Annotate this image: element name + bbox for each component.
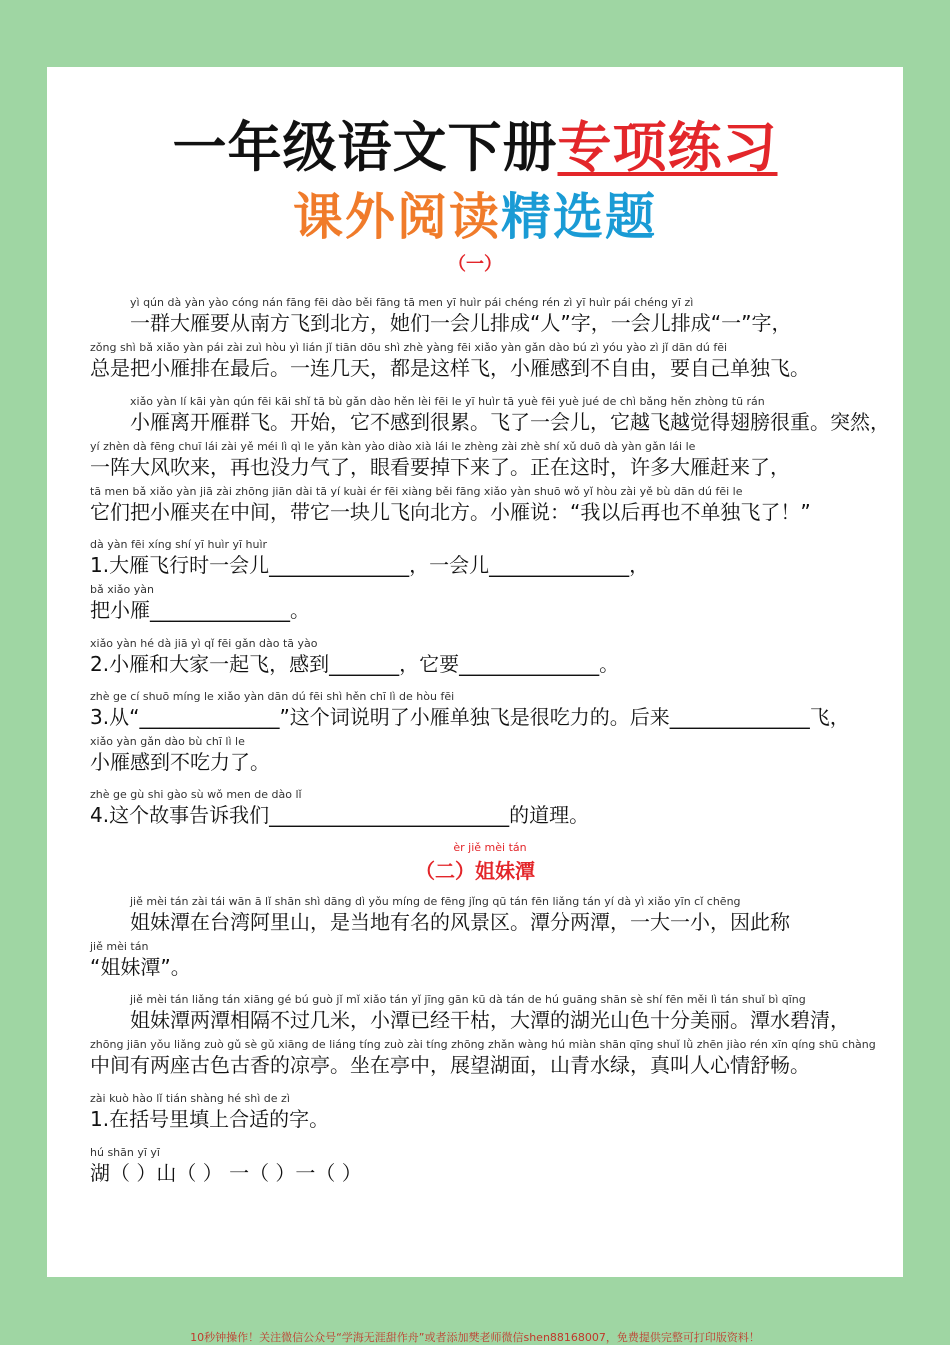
- page-title: [0, 105, 950, 182]
- passage1-line-2: zǒng shì bǎ xiǎo yàn pái zài zuì hòu yì lián jǐ tiān dōu shì zhè yàng fēi xiǎo yàn gǎn dào bú zì yóu yào zì jǐ dān dú fēi 总是把小雁排在最后。一连几天，都是这样飞，小雁感到不自由，要自己单独飞。: [90, 341, 810, 380]
- page-subtitle: [0, 177, 950, 249]
- title-main: 一年级语文下册: [172, 116, 558, 179]
- question-3-cont: xiǎo yàn gǎn dào bù chī lì le 小雁感到不吃力了。: [90, 735, 270, 774]
- question-2: xiǎo yàn hé dà jiā yì qǐ fēi gǎn dào tā yào 2.小雁和大家一起飞，感到_______，它要______________。: [90, 637, 620, 676]
- passage2-line-4: zhōng jiān yǒu liǎng zuò gǔ sè gǔ xiāng de liáng tíng zuò zài tíng zhōng zhǎn wàng hú miàn shān qīng shuǐ lǜ zhēn jiào rén xīn qíng shū chàng 中间有两座古色古香的凉亭。坐在亭中，展望湖面，山青水绿，真叫人心情舒畅。: [90, 1038, 876, 1077]
- passage2-line-2: jiě mèi tán “姐妹潭”。: [90, 940, 191, 979]
- passage1-line-3: xiǎo yàn lí kāi yàn qún fēi kāi shǐ tā bù gǎn dào hěn lèi fēi le yī huìr tā yuè fēi yuè jué de chì bǎng hěn zhòng tū rán 小雁离开雁群飞。开始，它不感到很累。飞了一会儿，它越飞越觉得翅膀很重。突然，: [130, 395, 890, 434]
- subtitle-orange: 课外阅读: [293, 188, 501, 246]
- section-1-label: （一）: [448, 254, 502, 275]
- question-1-cont: bǎ xiǎo yàn 把小雁______________。: [90, 583, 310, 622]
- question-3: zhè ge cí shuō míng le xiǎo yàn dān dú fēi shì hěn chī lì de hòu fēi 3.从“______________”这个词说明了小雁单独飞是很吃力的。后来______________飞，: [90, 690, 850, 729]
- passage1-line-1: yì qún dà yàn yào cóng nán fāng fēi dào běi fāng tā men yī huìr pái chéng rén zì yī huìr pái chéng yī zì 一群大雁要从南方飞到北方，她们一会儿排成“人”字，一会儿排成“一”字，: [130, 296, 792, 335]
- title-highlight: 专项练习: [557, 116, 778, 179]
- passage2-line-3: jiě mèi tán liǎng tán xiāng gé bú guò jǐ mǐ xiǎo tán yǐ jīng gān kū dà tán de hú guāng shān sè shí fēn měi lì tán shuǐ bì qīng 姐妹潭两潭相隔不过几米，小潭已经干枯，大潭的湖光山色十分美丽。潭水碧清，: [130, 993, 850, 1032]
- section-2-label: èr jiě mèi tán （二）姐妹潭: [415, 841, 535, 883]
- section2-question-1: zài kuò hào lǐ tián shàng hé shì de zì 1.在括号里填上合适的字。: [90, 1092, 330, 1131]
- passage1-line-4: yí zhèn dà fēng chuī lái zài yě méi lì qì le yǎn kàn yào diào xià lái le zhèng zài zhè shí xǔ duō dà yàn gǎn lái le 一阵大风吹来，再也没力气了，眼看要掉下来了。正在这时，许多大雁赶来了，: [90, 440, 790, 479]
- passage1-line-5: tā men bǎ xiǎo yàn jiā zài zhōng jiān dài tā yí kuài ér fēi xiàng běi fāng xiǎo yàn shuō wǒ yǐ hòu zài yě bù dān dú fēi le 它们把小雁夹在中间，带它一块儿飞向北方。小雁说：“我以后再也不单独飞了！”: [90, 485, 811, 524]
- question-1: dà yàn fēi xíng shí yī huìr yī huìr 1.大雁飞行时一会儿______________，一会儿______________，: [90, 538, 650, 577]
- subtitle-blue: 精选题: [501, 188, 657, 246]
- section2-question-1-blanks: hú shān yī yī 湖（ ）山（ ） 一（ ）一（ ）: [90, 1146, 362, 1185]
- question-4: zhè ge gù shi gào sù wǒ men de dào lǐ 4.这个故事告诉我们________________________的道理。: [90, 788, 590, 827]
- passage2-line-1: jiě mèi tán zài tái wān ā lǐ shān shì dāng dì yǒu míng de fēng jǐng qū tán fēn liǎng tán yí dà yì xiǎo yīn cǐ chēng 姐妹潭在台湾阿里山，是当地有名的风景区。潭分两潭，一大一小，因此称: [130, 895, 790, 934]
- footer-notice: 10秒钟操作！关注微信公众号“学海无涯甜作舟”或者添加樊老师微信shen88168007，免费提供完整可打印版资料！: [190, 1331, 760, 1344]
